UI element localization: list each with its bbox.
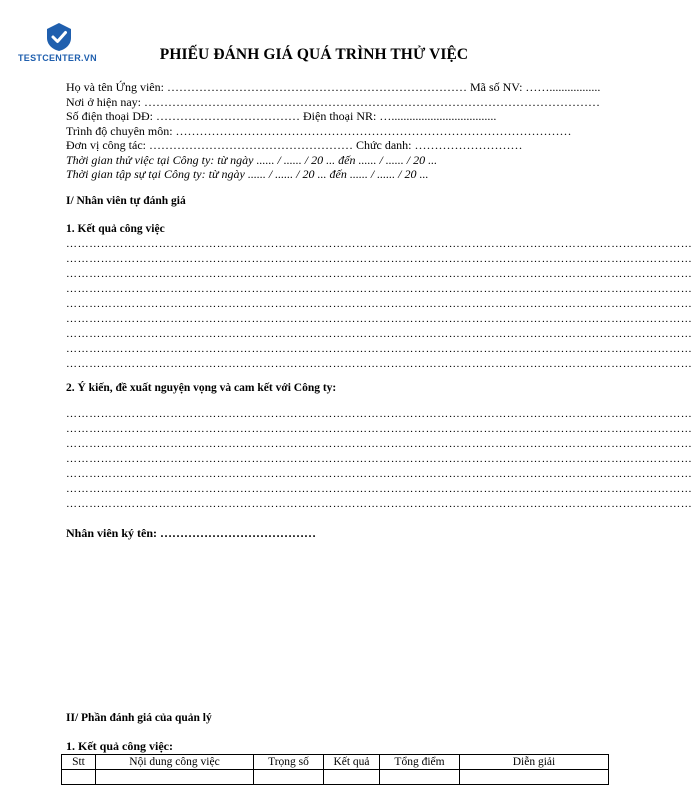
table-cell[interactable] xyxy=(96,770,254,785)
candidate-info xyxy=(66,80,611,182)
dotted-line: ……………………………………………………………………………………………………………………………………………… xyxy=(66,253,692,265)
feedback-lines xyxy=(66,407,692,512)
col-header-weight: Trọng số xyxy=(254,755,324,770)
employee-signature: Nhân viên ký tên: ………………………………… xyxy=(66,526,317,540)
dotted-line: ……………………………………………………………………………………………………………………………………………… xyxy=(66,313,692,325)
info-row-phone: Số điện thoại DĐ: ……………………………… Điện thoại NR: …................................... xyxy=(66,109,497,123)
table-cell[interactable] xyxy=(254,770,324,785)
col-header-result: Kết quả xyxy=(324,755,380,770)
section-1-heading: I/ Nhân viên tự đánh giá xyxy=(66,195,186,207)
info-row-unit: Đơn vị công tác: …………………………………………… Chức danh: ……………………… xyxy=(66,138,523,152)
table-cell[interactable] xyxy=(324,770,380,785)
info-row-qualification: Trình độ chuyên môn: ……………………………………………………………………………………… xyxy=(66,123,572,138)
col-header-content: Nội dung công việc xyxy=(96,755,254,770)
dotted-line: ……………………………………………………………………………………………………………………………………………… xyxy=(66,423,692,435)
table-cell[interactable] xyxy=(62,770,96,785)
section-1-item-1: 1. Kết quả công việc xyxy=(66,223,165,235)
dotted-line: ……………………………………………………………………………………………………………………………………………… xyxy=(66,453,692,465)
section-2-heading: II/ Phần đánh giá của quản lý xyxy=(66,712,212,724)
col-header-explanation: Diễn giải xyxy=(460,755,609,770)
info-row-name: Họ và tên Ứng viên: ………………………………………………………………… Mã số NV: ……................. xyxy=(66,80,601,94)
dotted-line: ……………………………………………………………………………………………………………………………………………… xyxy=(66,343,692,355)
evaluation-table xyxy=(61,754,609,785)
table-cell[interactable] xyxy=(460,770,609,785)
dotted-line: ……………………………………………………………………………………………………………………………………………… xyxy=(66,358,692,370)
dotted-line: ……………………………………………………………………………………………………………………………………………… xyxy=(66,268,692,280)
dotted-line: ……………………………………………………………………………………………………………………………………………… xyxy=(66,438,692,450)
info-row-address: Nơi ở hiện nay: …………………………………………………………………………………………………… xyxy=(66,94,601,109)
col-header-total: Tổng điểm xyxy=(380,755,460,770)
table-row xyxy=(62,770,609,785)
info-row-probation-period: Thời gian thử việc tại Công ty: từ ngày ...... / ...... / 20 ... đến ...... / ...... / 20 ... xyxy=(66,152,438,167)
section-2-item-1: 1. Kết quả công việc: xyxy=(66,739,173,753)
info-row-apprentice-period: Thời gian tập sự tại Công ty: từ ngày ...... / ...... / 20 ... đến ...... / ...... / 20 ... xyxy=(66,167,429,181)
table-cell[interactable] xyxy=(380,770,460,785)
table-header-row xyxy=(62,755,609,770)
dotted-line: ……………………………………………………………………………………………………………………………………………… xyxy=(66,408,692,420)
page-title: PHIẾU ĐÁNH GIÁ QUÁ TRÌNH THỬ VIỆC xyxy=(159,46,469,63)
dotted-line: ……………………………………………………………………………………………………………………………………………… xyxy=(66,328,692,340)
dotted-line: ……………………………………………………………………………………………………………………………………………… xyxy=(66,483,692,495)
logo-brand-text: TESTCENTER.VN xyxy=(18,53,97,63)
dotted-line: ……………………………………………………………………………………………………………………………………………… xyxy=(66,468,692,480)
dotted-line: ……………………………………………………………………………………………………………………………………………… xyxy=(66,283,692,295)
work-result-lines xyxy=(66,237,692,372)
dotted-line: ……………………………………………………………………………………………………………………………………………… xyxy=(66,238,692,250)
dotted-line: ……………………………………………………………………………………………………………………………………………… xyxy=(66,498,692,510)
dotted-line: ……………………………………………………………………………………………………………………………………………… xyxy=(66,298,692,310)
section-1-item-2: 2. Ý kiến, đề xuất nguyện vọng và cam kết với Công ty: xyxy=(66,382,337,394)
col-header-stt: Stt xyxy=(62,755,96,770)
